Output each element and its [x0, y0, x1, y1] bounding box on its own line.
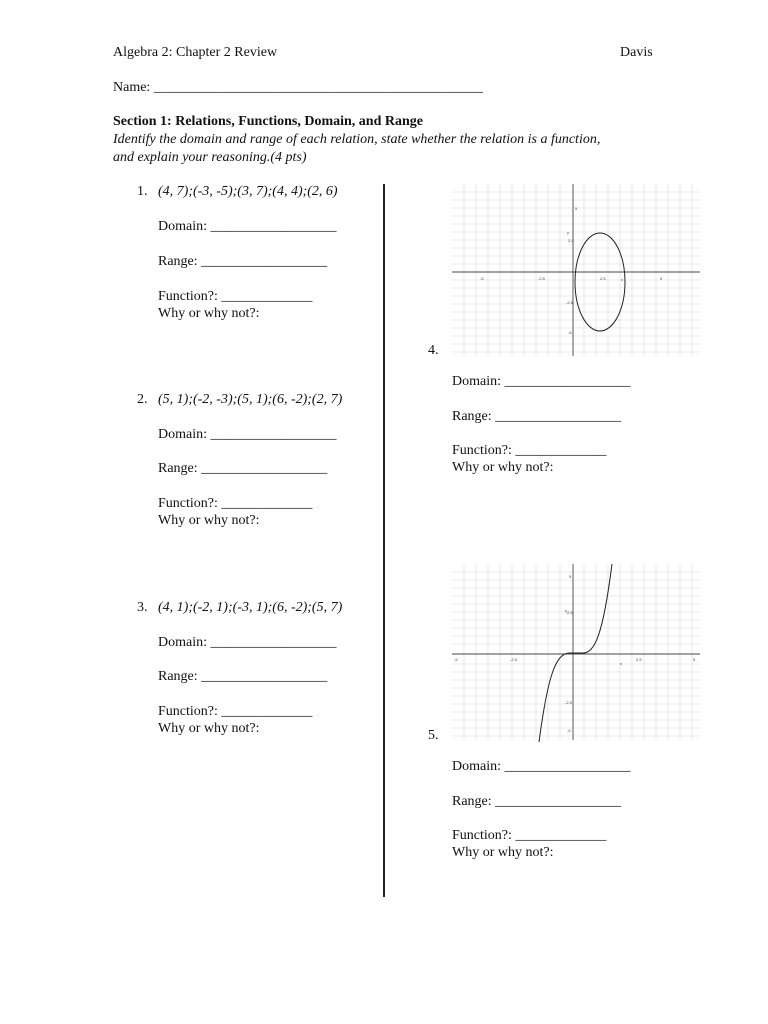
x-tick-label: 2.5: [636, 657, 642, 662]
y-tick-label: -2.5: [565, 700, 572, 705]
function-field[interactable]: Function?: _____________: [158, 289, 313, 304]
domain-field[interactable]: Domain: __________________: [452, 374, 631, 389]
why-field[interactable]: Why or why not?:: [452, 460, 554, 475]
relation-text: (5, 1);(-2, -3);(5, 1);(6, -2);(2, 7): [158, 392, 343, 407]
why-field[interactable]: Why or why not?:: [158, 306, 260, 321]
instructions-line-1: Identify the domain and range of each relation, state whether the relation is a function,: [113, 132, 601, 147]
problem-number: 4.: [428, 343, 439, 358]
x-tick-label: -2.5: [538, 276, 545, 281]
range-field[interactable]: Range: __________________: [158, 669, 328, 684]
instructions-line-2: and explain your reasoning.(4 pts): [113, 150, 307, 165]
ellipse-curve: [575, 233, 625, 331]
problem-number: 1.: [137, 184, 148, 199]
grid: [452, 564, 700, 740]
column-divider: [383, 184, 385, 897]
domain-field[interactable]: Domain: __________________: [158, 427, 337, 442]
teacher-name: Davis: [620, 45, 653, 60]
graph-4-ellipse: [452, 184, 700, 356]
y-axis-label: y: [567, 230, 569, 235]
x-tick-label: 5: [693, 657, 696, 662]
y-tick-label: 2.5: [567, 610, 573, 615]
y-axis-label: y: [565, 608, 567, 613]
x-tick-label: -5: [480, 276, 484, 281]
range-field[interactable]: Range: __________________: [158, 461, 328, 476]
function-field[interactable]: Function?: _____________: [158, 704, 313, 719]
problem-number: 3.: [137, 600, 148, 615]
why-field[interactable]: Why or why not?:: [158, 721, 260, 736]
function-field[interactable]: Function?: _____________: [158, 496, 313, 511]
y-tick-label: -5: [568, 330, 572, 335]
x-tick-label: 2.5: [600, 276, 606, 281]
problem-number: 5.: [428, 728, 439, 743]
x-axis-label: x: [620, 661, 622, 666]
why-field[interactable]: Why or why not?:: [158, 513, 260, 528]
student-name-field[interactable]: Name: _______________________________________________: [113, 80, 483, 95]
function-field[interactable]: Function?: _____________: [452, 443, 607, 458]
range-field[interactable]: Range: __________________: [158, 254, 328, 269]
y-tick-label: 2.5: [568, 238, 574, 243]
domain-field[interactable]: Domain: __________________: [158, 219, 337, 234]
y-tick-label: 5: [575, 206, 578, 211]
domain-field[interactable]: Domain: __________________: [452, 759, 631, 774]
y-tick-label: 5: [569, 574, 572, 579]
x-tick-label: -2.5: [510, 657, 517, 662]
x-tick-label: -5: [454, 657, 458, 662]
y-tick-label: -5: [567, 728, 571, 733]
graph-5-cubic: [452, 564, 700, 740]
function-field[interactable]: Function?: _____________: [452, 828, 607, 843]
x-axis-label: x: [621, 277, 623, 282]
x-tick-label: 5: [660, 276, 663, 281]
cubic-curve: [539, 564, 612, 742]
section-title: Section 1: Relations, Functions, Domain, and Range: [113, 114, 423, 129]
course-title: Algebra 2: Chapter 2 Review: [113, 45, 278, 60]
relation-text: (4, 7);(-3, -5);(3, 7);(4, 4);(2, 6): [158, 184, 338, 199]
y-tick-label: -2.5: [566, 300, 573, 305]
range-field[interactable]: Range: __________________: [452, 409, 622, 424]
range-field[interactable]: Range: __________________: [452, 794, 622, 809]
relation-text: (4, 1);(-2, 1);(-3, 1);(6, -2);(5, 7): [158, 600, 343, 615]
why-field[interactable]: Why or why not?:: [452, 845, 554, 860]
problem-number: 2.: [137, 392, 148, 407]
domain-field[interactable]: Domain: __________________: [158, 635, 337, 650]
